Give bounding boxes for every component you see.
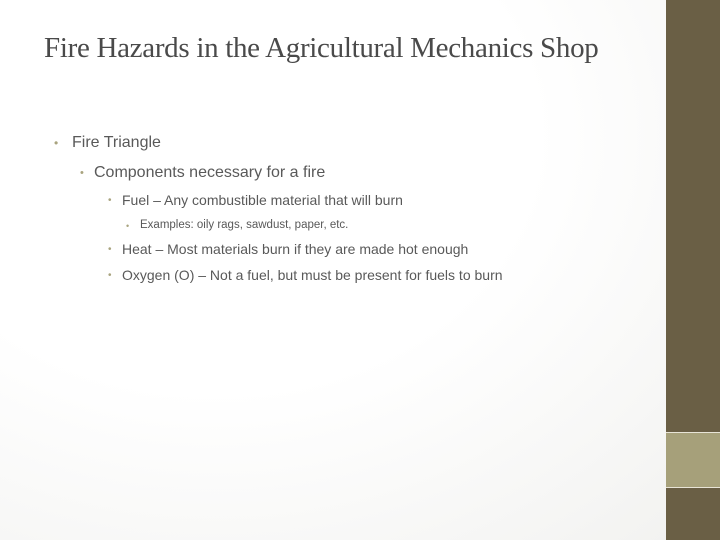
- bullet-text: Fuel – Any combustible material that will burn: [122, 192, 403, 208]
- bullet-dot-icon: •: [54, 136, 59, 150]
- bullet-dot-icon: •: [108, 244, 112, 255]
- bullet-dot-icon: •: [80, 167, 84, 179]
- slide-title: Fire Hazards in the Agricultural Mechanics Shop: [44, 32, 599, 64]
- bullet-text: Components necessary for a fire: [94, 164, 326, 181]
- bullet-oxygen: [108, 267, 503, 283]
- sidebar-accent-block: [666, 433, 720, 487]
- bullet-fire-triangle: [54, 134, 161, 152]
- bullet-fuel-examples: [126, 219, 348, 231]
- bullet-fuel: [108, 192, 403, 208]
- bullet-dot-icon: •: [126, 221, 130, 231]
- bullet-text: Heat – Most materials burn if they are made hot enough: [122, 241, 469, 257]
- bullet-heat: [108, 241, 468, 257]
- bullet-text: Examples: oily rags, sawdust, paper, etc.: [140, 219, 349, 231]
- sidebar-decoration: [666, 0, 720, 540]
- bullet-text: Oxygen (O) – Not a fuel, but must be present for fuels to burn: [122, 267, 503, 283]
- bullet-dot-icon: •: [108, 270, 112, 281]
- bullet-components: [80, 164, 325, 182]
- bullet-text: Fire Triangle: [72, 134, 161, 151]
- sidebar-divider-bottom: [666, 487, 720, 488]
- bullet-dot-icon: •: [108, 195, 112, 206]
